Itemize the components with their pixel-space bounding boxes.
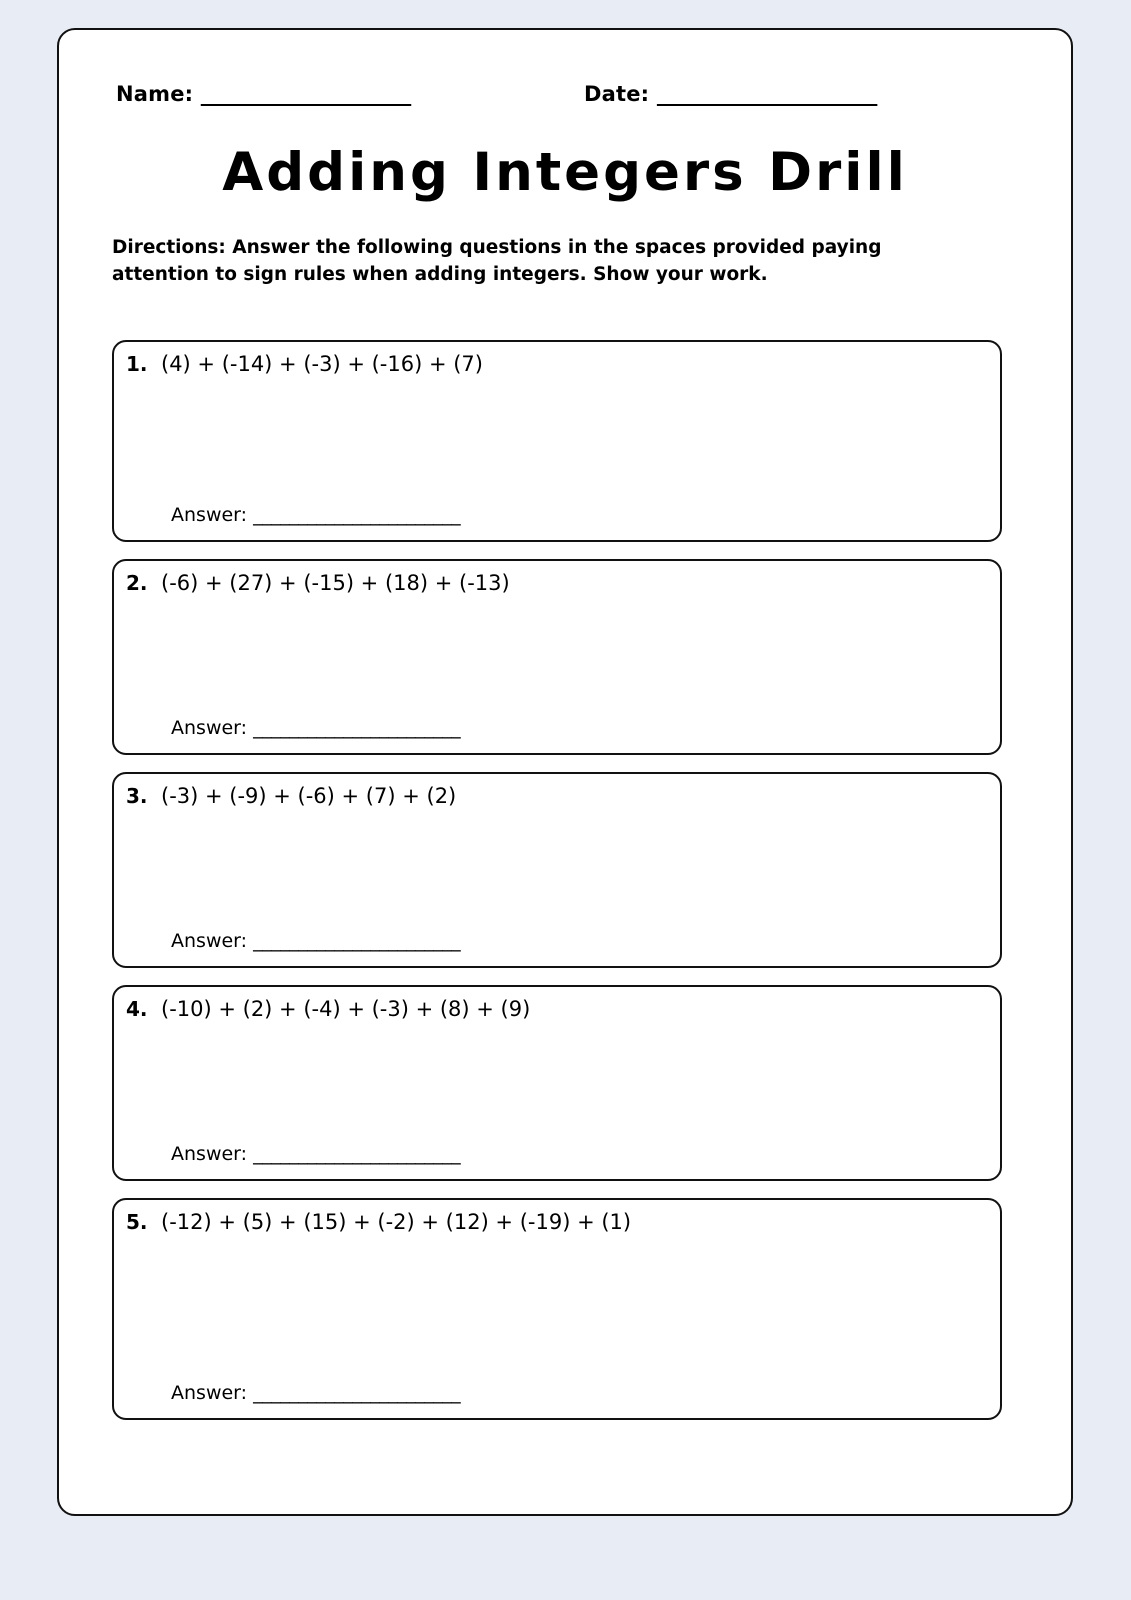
directions-text: Directions: Answer the following questions in the spaces provided paying attention to sign rules when adding integers. Show your work. [112,237,882,285]
answer-line[interactable] [171,930,460,952]
date-blank-line[interactable]: ______________________ [656,82,877,106]
answer-blank-line[interactable]: _______________________ [253,1382,461,1404]
answer-line[interactable] [171,1382,460,1404]
answer-line[interactable] [171,1143,460,1165]
answer-label: Answer: [171,717,248,739]
problem-item [112,340,1002,542]
date-label: Date: [584,82,650,106]
problem-number: 1. [126,352,148,376]
problem-expression: (-10) + (2) + (-4) + (-3) + (8) + (9) [161,997,531,1021]
worksheet-header [59,82,1071,122]
answer-blank-line[interactable]: _______________________ [253,930,461,952]
name-field [116,82,411,106]
answer-line[interactable] [171,717,460,739]
answer-blank-line[interactable]: _______________________ [253,504,461,526]
worksheet-page [57,28,1073,1516]
problem-expression: (-6) + (27) + (-15) + (18) + (-13) [161,571,510,595]
name-label: Name: [116,82,194,106]
problem-list [112,340,1002,1437]
answer-label: Answer: [171,504,248,526]
problem-number: 5. [126,1210,148,1234]
answer-blank-line[interactable]: _______________________ [253,717,461,739]
answer-label: Answer: [171,1382,248,1404]
problem-number: 4. [126,997,148,1021]
answer-label: Answer: [171,1143,248,1165]
answer-label: Answer: [171,930,248,952]
problem-item [112,559,1002,755]
date-field [584,82,877,106]
problem-item [112,772,1002,968]
problem-expression: (-3) + (-9) + (-6) + (7) + (2) [161,784,457,808]
problem-number: 3. [126,784,148,808]
problem-expression: (4) + (-14) + (-3) + (-16) + (7) [161,352,483,376]
problem-expression: (-12) + (5) + (15) + (-2) + (12) + (-19) + (1) [161,1210,632,1234]
problem-item [112,985,1002,1181]
name-blank-line[interactable]: _____________________ [200,82,411,106]
answer-line[interactable] [171,504,460,526]
problem-item [112,1198,1002,1420]
page-title: Adding Integers Drill [222,142,908,203]
answer-blank-line[interactable]: _______________________ [253,1143,461,1165]
problem-number: 2. [126,571,148,595]
